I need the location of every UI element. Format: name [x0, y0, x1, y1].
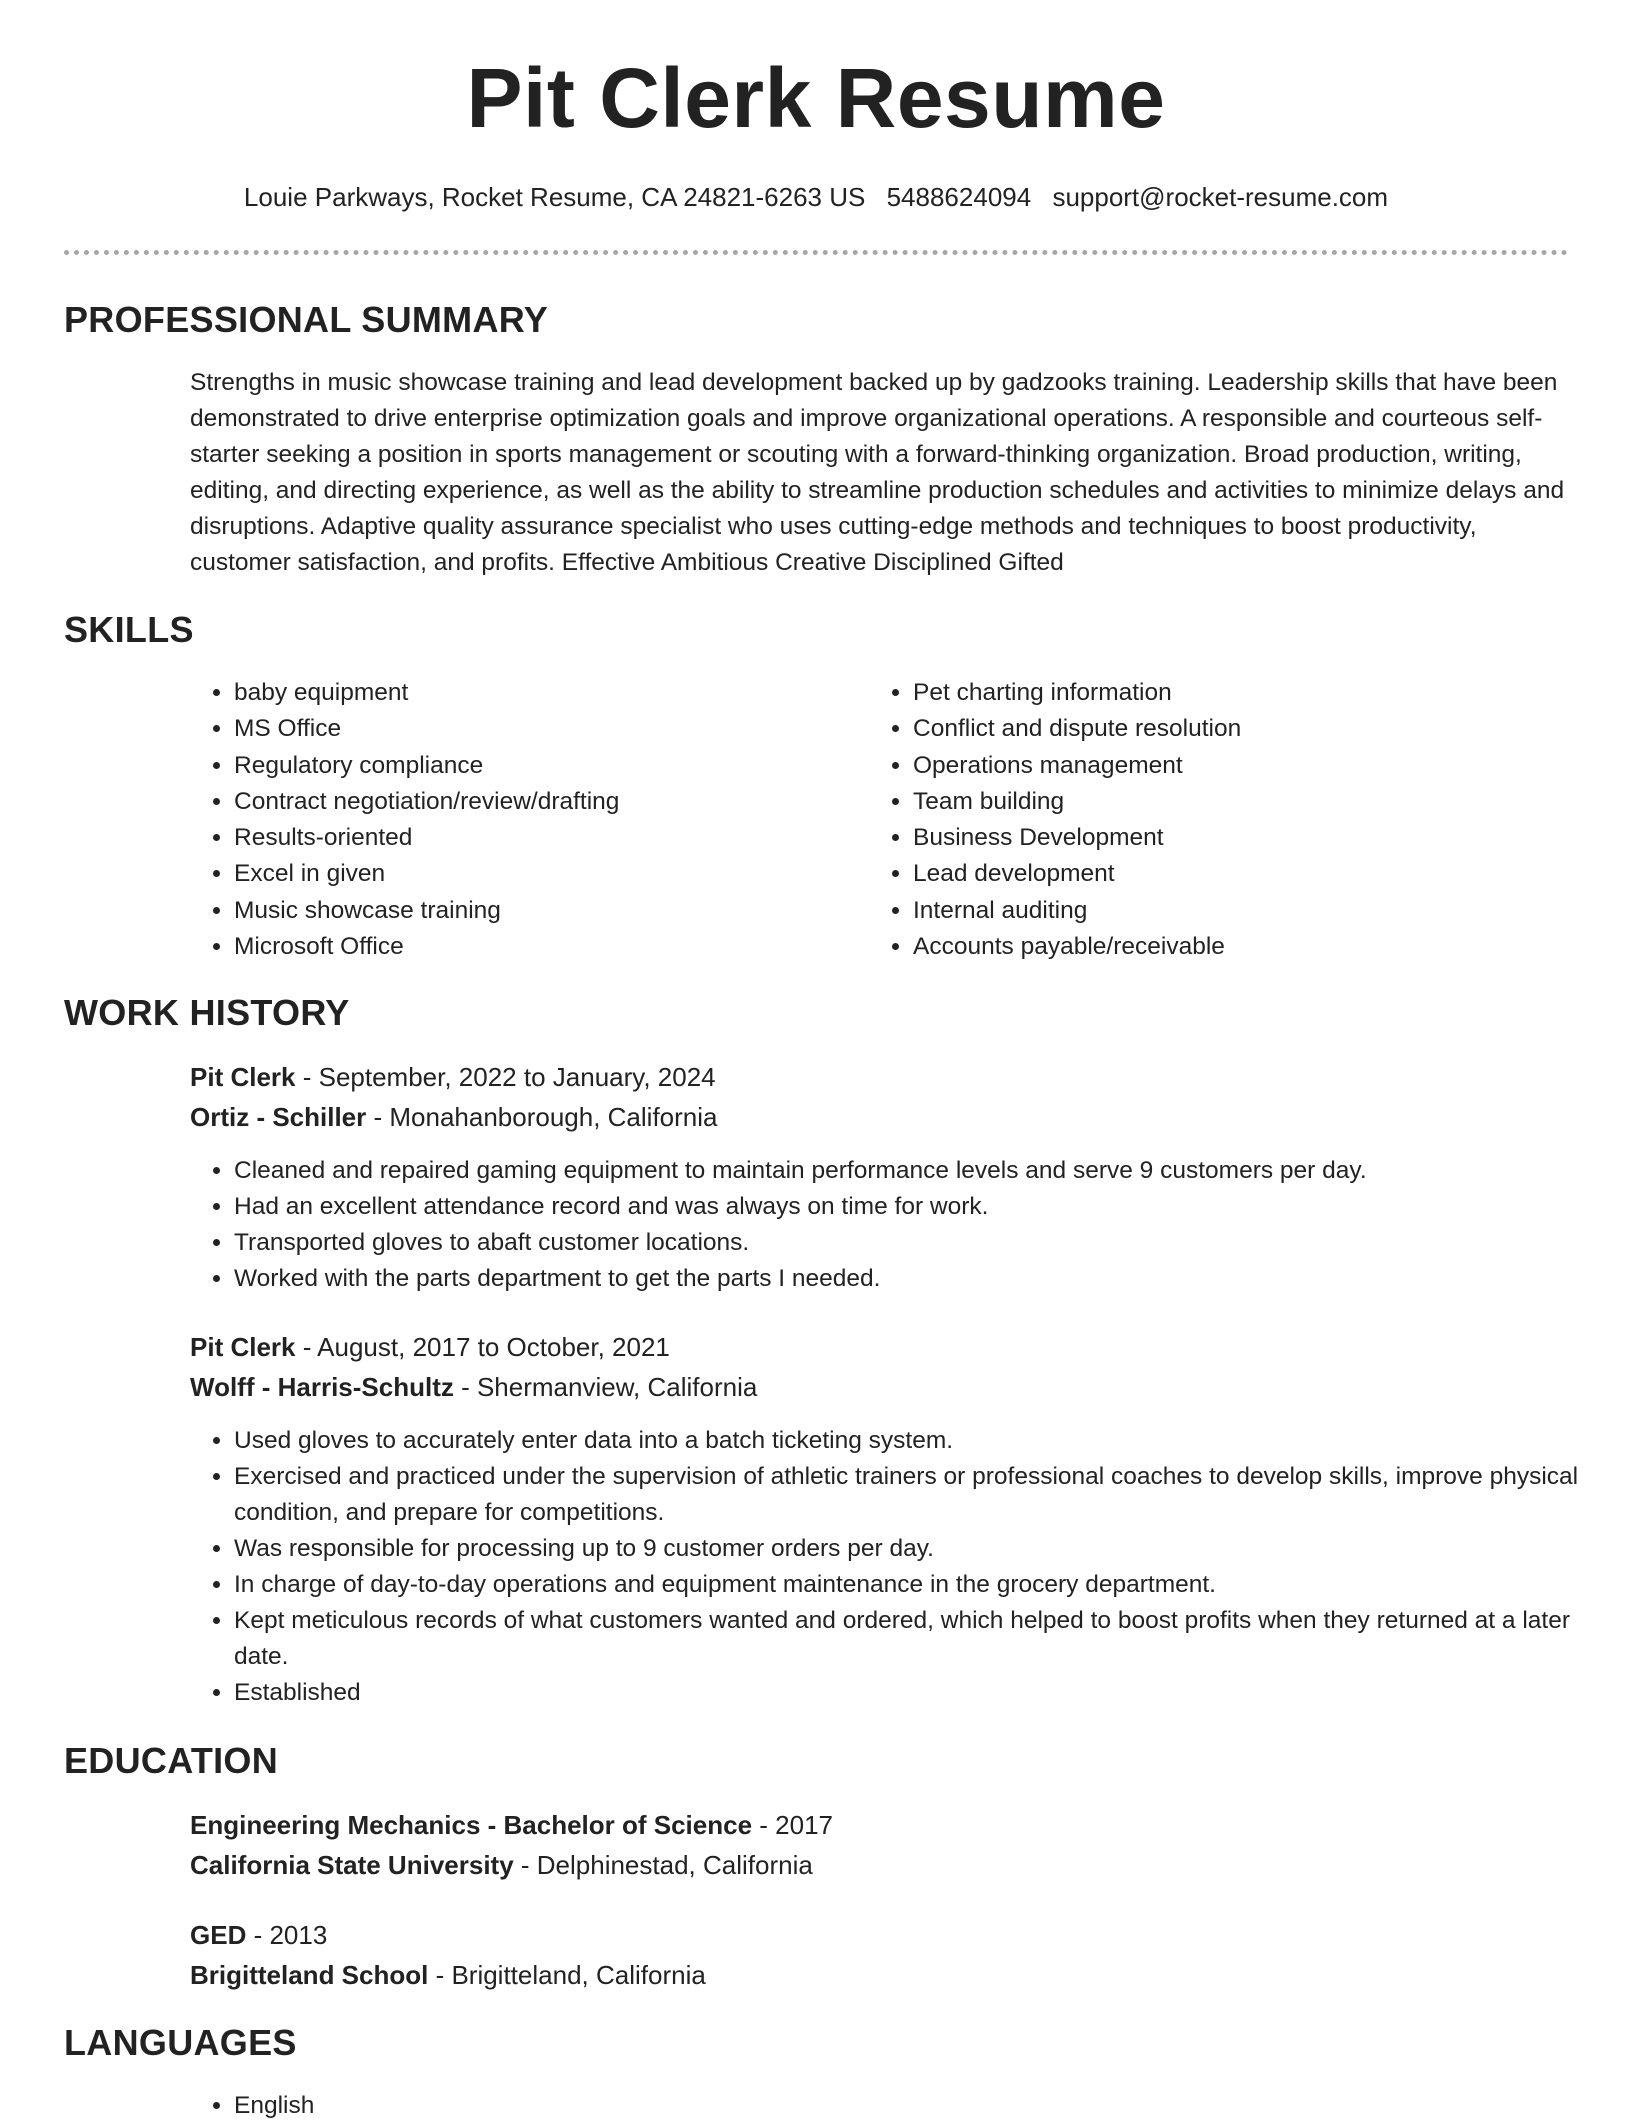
- education-school: Brigitteland School: [190, 1960, 429, 1990]
- skill-item: • Lead development: [913, 856, 1593, 892]
- contact-line: [0, 182, 1632, 213]
- section-title-languages: LANGUAGES: [64, 2022, 297, 2063]
- job-bullet: • Cleaned and repaired gaming equipment to maintain performance levels and serve 9 customers per day.: [234, 1153, 1612, 1189]
- resume-title: Pit Clerk Resume: [466, 51, 1166, 145]
- education-school-line: [190, 1850, 813, 1881]
- job-dates: - August, 2017 to October, 2021: [295, 1332, 670, 1362]
- section-title-skills: SKILLS: [64, 609, 194, 650]
- job-title: Pit Clerk: [190, 1062, 296, 1092]
- skill-item: • Accounts payable/receivable: [913, 929, 1593, 965]
- job-bullet: • Had an excellent attendance record and was always on time for work.: [234, 1189, 1612, 1225]
- job-bullet: • Transported gloves to abaft customer locations.: [234, 1225, 1612, 1261]
- job-company-line: [190, 1102, 717, 1133]
- job-location: - Shermanview, California: [453, 1372, 758, 1402]
- job-dates: - September, 2022 to January, 2024: [295, 1062, 716, 1092]
- skill-item: • baby equipment: [234, 675, 864, 711]
- job-title: Pit Clerk: [190, 1332, 296, 1362]
- education-year: - 2013: [246, 1920, 328, 1950]
- section-title-summary: PROFESSIONAL SUMMARY: [64, 299, 549, 340]
- language-item: • English: [234, 2088, 1612, 2124]
- skill-item: • Microsoft Office: [234, 929, 864, 965]
- skill-item: • Music showcase training: [234, 893, 864, 929]
- skill-item: • Excel in given: [234, 856, 864, 892]
- skills-list-right: [869, 675, 1593, 965]
- education-degree: Engineering Mechanics - Bachelor of Science: [190, 1810, 753, 1840]
- education-school: California State University: [190, 1850, 514, 1880]
- education-year: - 2017: [752, 1810, 833, 1840]
- languages-list: [190, 2088, 1612, 2124]
- job-bullet: • Was responsible for processing up to 9 customer orders per day.: [234, 1531, 1612, 1567]
- section-title-work: WORK HISTORY: [64, 992, 350, 1033]
- job-bullet: • Exercised and practiced under the supervision of athletic trainers or professional coaches to develop skills, improve physical condition, and prepare for competitions.: [234, 1459, 1612, 1531]
- job-title-line: [190, 1332, 670, 1363]
- job-location: - Monahanborough, California: [366, 1102, 718, 1132]
- job-bullet: • Used gloves to accurately enter data into a batch ticketing system.: [234, 1423, 1612, 1459]
- skill-item: • MS Office: [234, 711, 864, 747]
- education-location: - Delphinestad, California: [513, 1850, 813, 1880]
- education-degree-line: [190, 1920, 327, 1951]
- job-bullet: • Kept meticulous records of what customers wanted and ordered, which helped to boost profits when they returned at a later date.: [234, 1603, 1612, 1675]
- skills-list-left: [190, 675, 864, 965]
- skill-item: • Internal auditing: [913, 893, 1593, 929]
- skill-item: • Pet charting information: [913, 675, 1593, 711]
- skill-item: • Results-oriented: [234, 820, 864, 856]
- header-divider: [64, 250, 1568, 255]
- skill-item: • Regulatory compliance: [234, 748, 864, 784]
- education-location: - Brigitteland, California: [428, 1960, 706, 1990]
- skill-item: • Team building: [913, 784, 1593, 820]
- job-bullet: • Worked with the parts department to get the parts I needed.: [234, 1261, 1612, 1297]
- skill-item: • Operations management: [913, 748, 1593, 784]
- job-bullet: • Established: [234, 1675, 1612, 1711]
- job-company: Wolff - Harris-Schultz: [190, 1372, 454, 1402]
- job-company-line: [190, 1372, 757, 1403]
- job-title-line: [190, 1062, 716, 1093]
- education-degree: GED: [190, 1920, 247, 1950]
- job-bullets: [190, 1423, 1612, 1711]
- contact-email: support@rocket-resume.com: [1052, 182, 1389, 212]
- job-company: Ortiz - Schiller: [190, 1102, 367, 1132]
- skill-item: • Contract negotiation/review/drafting: [234, 784, 864, 820]
- skill-item: • Business Development: [913, 820, 1593, 856]
- contact-address: Louie Parkways, Rocket Resume, CA 24821-6263 US: [243, 182, 866, 212]
- education-school-line: [190, 1960, 706, 1991]
- contact-phone: 5488624094: [886, 182, 1032, 212]
- job-bullets: [190, 1153, 1612, 1297]
- skill-item: • Conflict and dispute resolution: [913, 711, 1593, 747]
- section-title-education: EDUCATION: [64, 1740, 279, 1781]
- education-degree-line: [190, 1810, 833, 1841]
- job-bullet: • In charge of day-to-day operations and equipment maintenance in the grocery department.: [234, 1567, 1612, 1603]
- summary-text: Strengths in music showcase training and lead development backed up by gadzooks training. Leadership skills that have been demonstrated to drive enterprise optimization goals and improve organizational operations. A responsible and courteous self-starter seeking a position in sports management or scouting with a forward-thinking organization. Broad production, writing, editing, and directing experience, as well as the ability to streamline production schedules and activities to minimize delays and disruptions. Adaptive quality assurance specialist who uses cutting-edge methods and techniques to boost productivity, customer satisfaction, and profits. Effective Ambitious Creative Disciplined Gifted: [190, 369, 1565, 576]
